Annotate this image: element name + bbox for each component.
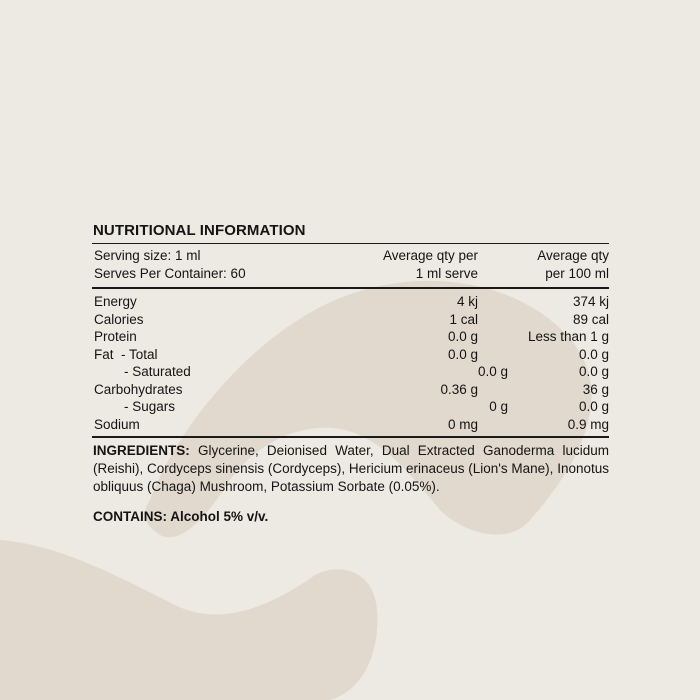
nutrient-per-100ml: 374 kj bbox=[572, 294, 609, 309]
nutrient-label: Fat - Total bbox=[94, 346, 158, 362]
table-bottom-divider bbox=[92, 436, 609, 438]
serving-header bbox=[92, 244, 609, 287]
contains-text: Alcohol 5% v/v. bbox=[170, 509, 269, 524]
table-row bbox=[92, 398, 609, 416]
nutrient-per-100ml: 0.0 g bbox=[578, 399, 609, 414]
nutrient-table bbox=[92, 289, 609, 436]
col-header-per-serve-line2: 1 ml serve bbox=[415, 265, 478, 281]
table-row bbox=[92, 363, 609, 381]
nutrient-per-serve: 1 cal bbox=[449, 311, 478, 327]
table-row bbox=[92, 381, 609, 399]
nutrient-label: Sodium bbox=[94, 416, 140, 432]
nutrient-per-100ml: 0.0 g bbox=[578, 364, 609, 379]
col-header-per-100ml-line1: Average qty bbox=[537, 248, 609, 263]
background-swirl-lower bbox=[0, 540, 377, 700]
nutrient-per-100ml: Less than 1 g bbox=[527, 329, 609, 344]
nutrient-per-100ml: 36 g bbox=[582, 381, 609, 397]
nutrient-label: Carbohydrates bbox=[94, 381, 183, 397]
table-row bbox=[92, 293, 609, 311]
nutrient-per-100ml: 89 cal bbox=[572, 311, 609, 327]
serving-row-1 bbox=[92, 247, 609, 265]
nutrient-per-serve: 0.0 g bbox=[447, 329, 478, 344]
nutrient-per-serve: 0.0 g bbox=[447, 346, 478, 362]
ingredients-label: INGREDIENTS: bbox=[93, 443, 190, 458]
nutrient-per-serve: 4 kj bbox=[456, 294, 478, 309]
panel-title: NUTRITIONAL INFORMATION bbox=[93, 222, 306, 239]
col-header-per-serve-line1: Average qty per bbox=[382, 248, 478, 263]
nutrient-per-serve: 0.36 g bbox=[440, 381, 478, 397]
nutrient-per-100ml: 0.0 g bbox=[578, 346, 609, 362]
contains-statement bbox=[92, 508, 609, 526]
nutrient-per-serve: 0 mg bbox=[447, 416, 478, 432]
nutrient-label: - Sugars bbox=[124, 399, 176, 414]
serving-size: Serving size: 1 ml bbox=[94, 248, 201, 263]
table-row bbox=[92, 328, 609, 346]
serving-row-2 bbox=[92, 265, 609, 283]
ingredients-text: Glycerine, Deionised Water, Dual Extracted Ganoderma lucidum (Reishi), Cordyceps sinensis (Cordyceps), Hericium erinaceus (Lion's Mane), Inonotus obliquus (Chaga) Mushroom, Potassium Sorbate (0.05%). bbox=[93, 443, 609, 494]
table-row bbox=[92, 416, 609, 434]
nutrient-per-100ml: 0.9 mg bbox=[567, 416, 609, 432]
table-row bbox=[92, 346, 609, 364]
nutrient-label: Protein bbox=[94, 329, 137, 344]
ingredients-statement bbox=[92, 442, 609, 496]
col-header-per-100ml-line2: per 100 ml bbox=[545, 265, 609, 281]
table-row bbox=[92, 311, 609, 329]
nutrient-per-serve: 0 g bbox=[489, 399, 508, 414]
nutrient-label: Calories bbox=[94, 311, 144, 327]
nutrient-label: Energy bbox=[94, 294, 137, 309]
nutrient-label: - Saturated bbox=[124, 364, 191, 379]
nutrition-panel bbox=[92, 222, 609, 526]
nutrient-per-serve: 0.0 g bbox=[477, 364, 508, 379]
contains-label: CONTAINS: bbox=[93, 509, 167, 524]
serves-per-container: Serves Per Container: 60 bbox=[94, 265, 246, 281]
